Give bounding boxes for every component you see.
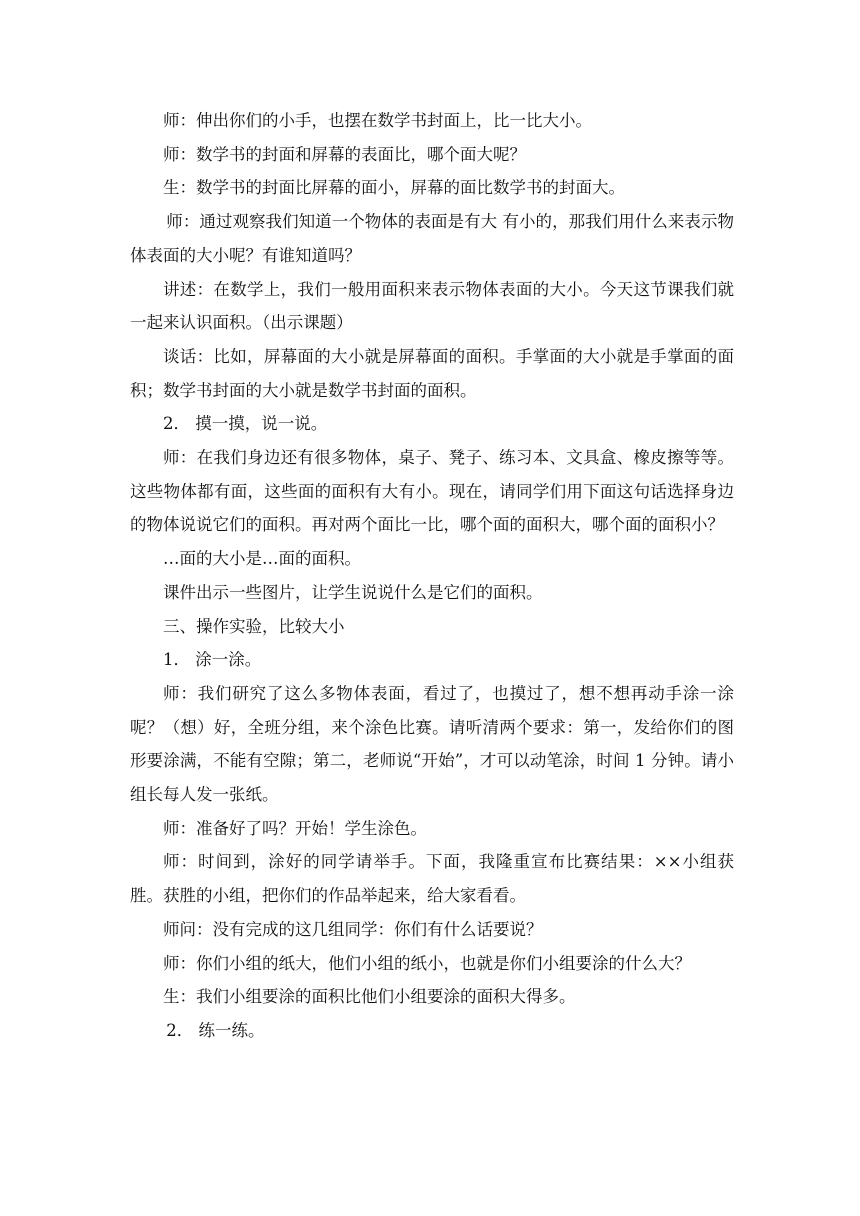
paragraph: 师：我们研究了这么多物体表面，看过了，也摸过了，想不想再动手涂一涂呢？（想）好，全班分组，来个涂色比赛。请听清两个要求：第一，发给你们的图形要涂满，不能有空隙；第二，老师说“开始”，才可以动笔涂，时间 1 分钟。请小组长每人发一张纸。 bbox=[130, 683, 734, 805]
document-body bbox=[130, 104, 734, 1048]
paragraph: 师：通过观察我们知道一个物体的表面是有大 有小的，那我们用什么来表示物体表面的大小呢？有谁知道吗？ bbox=[130, 212, 734, 265]
paragraph: 生：我们小组要涂的面积比他们小组要涂的面积大得多。 bbox=[163, 987, 576, 1007]
paragraph: 师：伸出你们的小手，也摆在数学书封面上，比一比大小。 bbox=[163, 111, 592, 130]
paragraph: 师：你们小组的纸大，他们小组的纸小，也就是你们小组要涂的什么大？ bbox=[163, 953, 691, 973]
list-item: 2． 摸一摸，说一说。 bbox=[163, 414, 328, 434]
paragraph: 师：时间到，涂好的同学请举手。下面，我隆重宣布比赛结果：××小组获胜。获胜的小组，把你们的作品举起来，给大家看看。 bbox=[130, 852, 734, 906]
section-heading: 三、操作实验，比较大小 bbox=[163, 616, 345, 636]
paragraph: 师问：没有完成的这几组同学：你们有什么话要说？ bbox=[163, 919, 543, 939]
paragraph: 师：数学书的封面和屏幕的表面比，哪个面大呢？ bbox=[163, 144, 526, 164]
paragraph: 谈话：比如，屏幕面的大小就是屏幕面的面积。手掌面的大小就是手掌面的面积；数学书封面的大小就是数学书封面的面积。 bbox=[130, 346, 734, 400]
paragraph: 师：准备好了吗？开始！学生涂色。 bbox=[163, 818, 427, 838]
paragraph: 生：数学书的封面比屏幕的面小，屏幕的面比数学书的封面大。 bbox=[163, 178, 625, 198]
paragraph: 讲述：在数学上，我们一般用面积来表示物体表面的大小。今天这节课我们就一起来认识面积。（出示课题） bbox=[130, 279, 734, 333]
list-item: 2． 练一练。 bbox=[166, 1020, 265, 1040]
list-item: 1． 涂一涂。 bbox=[163, 650, 262, 670]
paragraph: 师：在我们身边还有很多物体，桌子、凳子、练习本、文具盒、橡皮擦等等。这些物体都有面，这些面的面积有大有小。现在，请同学们用下面这句话选择身边的物体说说它们的面积。再对两个面比一比，哪个面的面积大，哪个面的面积小？ bbox=[130, 448, 734, 535]
paragraph: 课件出示一些图片，让学生说说什么是它们的面积。 bbox=[163, 582, 543, 602]
paragraph: …面的大小是…面的面积。 bbox=[163, 549, 361, 569]
